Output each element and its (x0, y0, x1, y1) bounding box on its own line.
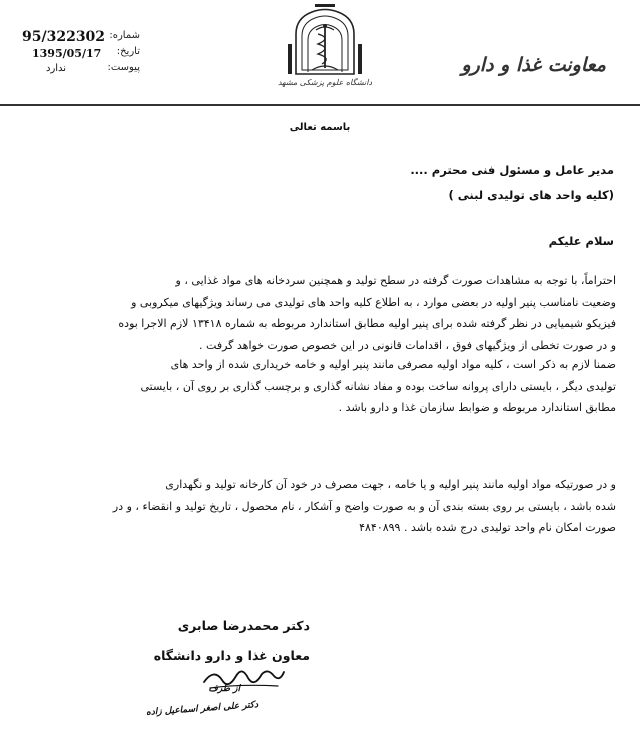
paragraph-line: فیزیکو شیمیایی در نظر گرفته شده برای پنیر اولیه مطابق استاندارد مربوطه به شماره ۱۳۴۱۸ لازم الاجرا بوده (118, 317, 616, 330)
number-label: شماره: (109, 30, 140, 41)
signatory-name: دکتر محمدرضا صابری (177, 618, 310, 633)
paragraph-line: ضمنا لازم به ذکر است ، کلیه مواد اولیه مصرفی مانند پنیر اولیه و خامه خریداری شده از واحد های (170, 358, 616, 371)
paragraph-line: وضعیت نامناسب پنیر اولیه در بعضی موارد ، به اطلاع کلیه واحد های تولیدی می رساند ویژگیهای میکروبی و (131, 295, 616, 309)
letter-number: 95/322302 (22, 29, 106, 45)
paragraph-line: احتراماً، با توجه به مشاهدات صورت گرفته در سطح تولید و همچنین سردخانه های مواد غذایی ، و (175, 274, 616, 287)
signatory-title: معاون غذا و دارو دانشگاه (153, 648, 310, 663)
on-behalf-name: دکتر علی اصغر اسماعیل زاده (145, 700, 259, 718)
invocation: باسمه تعالی (289, 122, 351, 133)
letter-date: 1395/05/17 (32, 47, 102, 60)
on-behalf-label: از طرف (208, 684, 240, 694)
letterhead (0, 0, 640, 106)
addressee-line-1: مدیر عامل و مسئول فنی محترم .... (410, 163, 614, 177)
logo-caption: دانشگاه علوم پزشکی مشهد (277, 78, 373, 87)
paragraph-3 (22, 474, 616, 539)
header-divider (0, 104, 640, 106)
paragraph-line: شده باشد ، بایستی بر روی بسته بندی آن و به صورت واضح و آشکار ، نام محصول ، تاریخ تولید و انقضاء ، و در (112, 499, 616, 513)
attachment-row (20, 62, 140, 78)
letter-metadata (20, 30, 140, 78)
paragraph-line: و در صورتیکه مواد اولیه مانند پنیر اولیه و یا خامه ، جهت مصرف در خود آن کارخانه تولید و نگهداری (165, 478, 616, 491)
attachment-value: ندارد (46, 63, 67, 74)
paragraph-2 (22, 354, 616, 419)
paragraph-line: و در صورت تخطی از ویژگیهای فوق ، اقدامات قانونی در این خصوص صورت خواهد گرفت . (199, 338, 616, 352)
paragraph-line: صورت امکان نام واحد تولیدی درج شده باشد . ۴۸۴۰۸۹۹ (359, 521, 616, 534)
attachment-label: پیوست: (107, 62, 140, 73)
paragraph-line: تولیدی دیگر ، بایستی دارای پروانه ساخت بوده و مفاد نشانه گذاری و برچسب گذاری بر روی آن ، بایستی (140, 379, 616, 393)
greeting: سلام علیکم (548, 234, 614, 248)
addressee-line-2: (کلیه واحد های تولیدی لبنی ) (448, 188, 614, 202)
paragraph-1 (22, 270, 616, 356)
university-logo-icon (282, 4, 368, 80)
paragraph-line: مطابق استاندارد مربوطه و ضوابط سازمان غذا و دارو باشد . (338, 401, 616, 414)
date-label: تاریخ: (116, 46, 140, 57)
department-title: معاونت غذا و دارو (461, 54, 606, 76)
date-row (20, 46, 140, 62)
number-row (20, 30, 140, 46)
